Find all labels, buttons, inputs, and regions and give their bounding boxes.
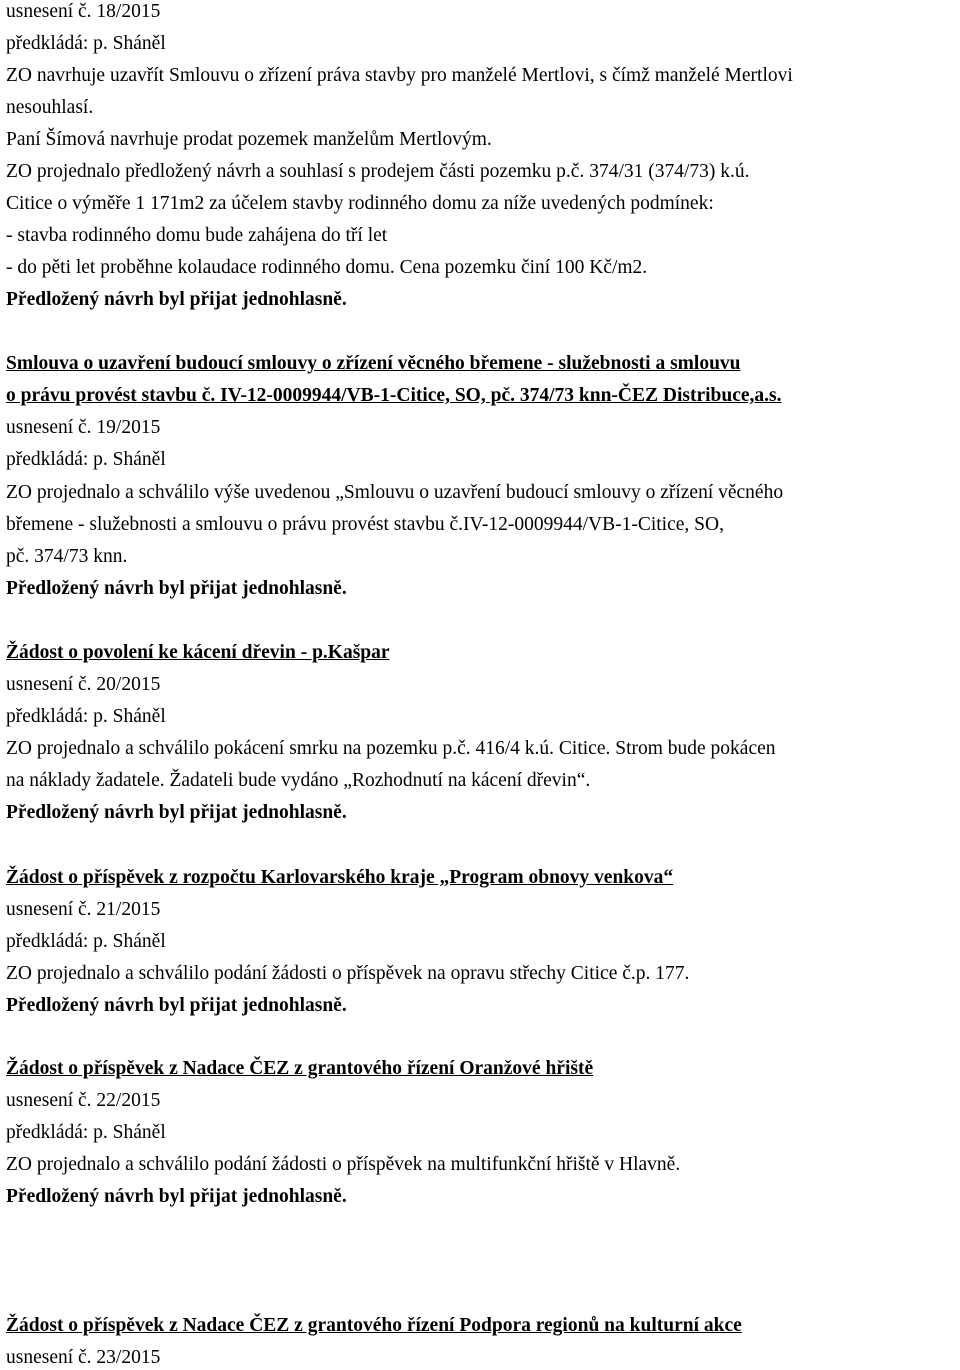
- vote-result: Předložený návrh byl přijat jednohlasně.: [6, 578, 347, 599]
- resolution-number: usnesení č. 23/2015: [6, 1347, 161, 1368]
- body-text: ZO projednalo a schválilo podání žádosti o příspěvek na opravu střechy Citice č.p. 177.: [6, 963, 690, 984]
- section-heading: Smlouva o uzavření budoucí smlouvy o zřízení věcného břemene - služebnosti a smlouvu: [6, 353, 741, 374]
- section-heading: Žádost o příspěvek z Nadace ČEZ z grantového řízení Oranžové hřiště: [6, 1058, 594, 1079]
- presenter-line: předkládá: p. Sháněl: [6, 931, 166, 952]
- body-text: ZO projednalo a schválilo pokácení smrku na pozemku p.č. 416/4 k.ú. Citice. Strom bude pokácen: [6, 738, 776, 759]
- presenter-line: předkládá: p. Sháněl: [6, 33, 166, 54]
- body-text: pč. 374/73 knn.: [6, 546, 128, 567]
- section-heading: Žádost o povolení ke kácení dřevin - p.Kašpar: [6, 642, 390, 663]
- vote-result: Předložený návrh byl přijat jednohlasně.: [6, 289, 347, 310]
- resolution-number: usnesení č. 21/2015: [6, 899, 161, 920]
- section-heading: Žádost o příspěvek z rozpočtu Karlovarského kraje „Program obnovy venkova“: [6, 867, 674, 888]
- body-text: ZO navrhuje uzavřít Smlouvu o zřízení práva stavby pro manželé Mertlovi, s čímž manželé Mertlovi: [6, 65, 793, 86]
- body-text: ZO projednalo a schválilo výše uvedenou „Smlouvu o uzavření budoucí smlouvy o zřízení věcného: [6, 482, 784, 503]
- body-text: Citice o výměře 1 171m2 za účelem stavby rodinného domu za níže uvedených podmínek:: [6, 193, 714, 214]
- body-text: ZO projednalo předložený návrh a souhlasí s prodejem části pozemku p.č. 374/31 (374/73) k.ú.: [6, 161, 750, 182]
- body-text: - stavba rodinného domu bude zahájena do tří let: [6, 225, 388, 246]
- vote-result: Předložený návrh byl přijat jednohlasně.: [6, 1186, 347, 1207]
- presenter-line: předkládá: p. Sháněl: [6, 449, 166, 470]
- resolution-number: usnesení č. 22/2015: [6, 1090, 161, 1111]
- section-heading: o právu provést stavbu č. IV-12-0009944/VB-1-Citice, SO, pč. 374/73 knn-ČEZ Distribuce,a.s.: [6, 385, 782, 406]
- presenter-line: předkládá: p. Sháněl: [6, 1122, 166, 1143]
- body-text: Paní Šímová navrhuje prodat pozemek manželům Mertlovým.: [6, 129, 492, 150]
- body-text: břemene - služebnosti a smlouvu o právu provést stavbu č.IV-12-0009944/VB-1-Citice, SO,: [6, 514, 724, 535]
- section-heading: Žádost o příspěvek z Nadace ČEZ z grantového řízení Podpora regionů na kulturní akce: [6, 1315, 742, 1336]
- resolution-number: usnesení č. 19/2015: [6, 417, 161, 438]
- resolution-number: usnesení č. 20/2015: [6, 674, 161, 695]
- presenter-line: předkládá: p. Sháněl: [6, 706, 166, 727]
- vote-result: Předložený návrh byl přijat jednohlasně.: [6, 802, 347, 823]
- body-text: - do pěti let proběhne kolaudace rodinného domu. Cena pozemku činí 100 Kč/m2.: [6, 257, 648, 278]
- body-text: ZO projednalo a schválilo podání žádosti o příspěvek na multifunkční hřiště v Hlavně.: [6, 1154, 681, 1175]
- body-text: nesouhlasí.: [6, 97, 94, 118]
- body-text: na náklady žadatele. Žadateli bude vydáno „Rozhodnutí na kácení dřevin“.: [6, 770, 591, 791]
- vote-result: Předložený návrh byl přijat jednohlasně.: [6, 995, 347, 1016]
- resolution-number: usnesení č. 18/2015: [6, 1, 161, 22]
